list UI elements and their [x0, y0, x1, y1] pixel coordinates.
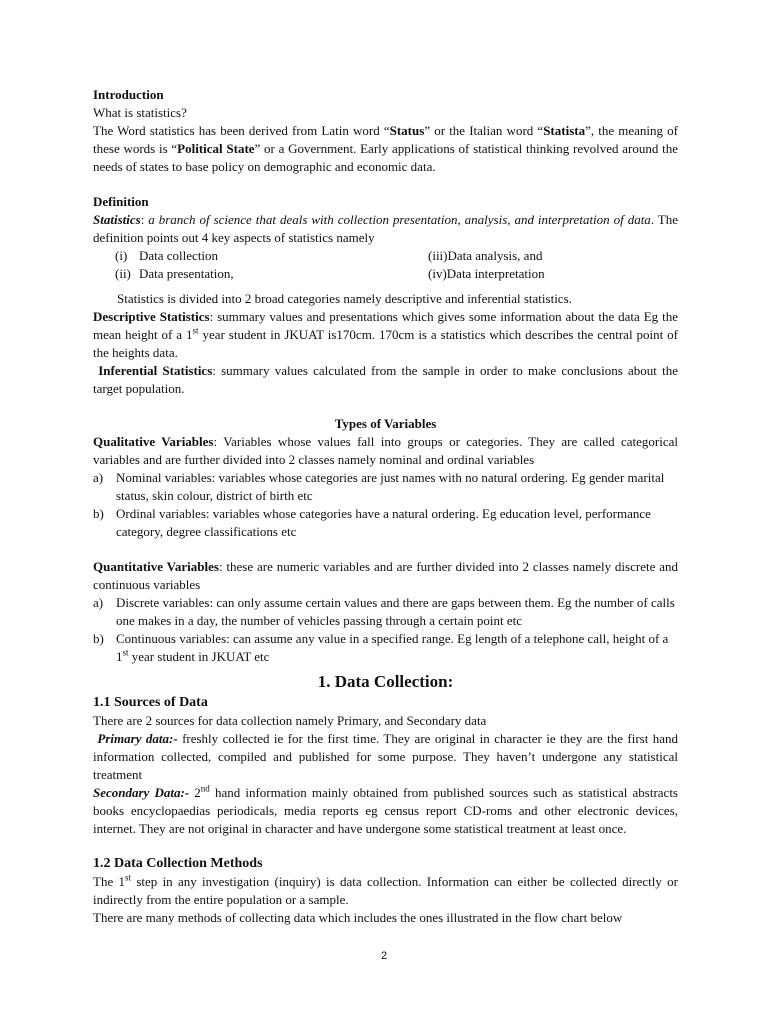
aspect-item: (iv)Data interpretation — [428, 266, 545, 281]
political-state-term: Political State — [177, 141, 255, 156]
intro-question: What is statistics? — [93, 105, 187, 120]
statista-term: Statista — [543, 123, 586, 138]
introduction-heading: Introduction — [93, 87, 164, 102]
inferential-statistics-paragraph: Inferential Statistics: summary values calculated from the sample in order to make conclusions about the target population. — [93, 363, 678, 396]
quantitative-paragraph: Quantitative Variables: these are numeric variables and are further divided into 2 classes namely discrete and continuous variables — [93, 559, 678, 592]
secondary-data-paragraph: Secondary Data:- 2nd hand information mainly obtained from published sources such as statistical abstracts books encyclopaedias periodicals, media reports eg census report CD-roms and other electronic devices, internet. They are not original in character and have undergone some statistical treatment at least once. — [93, 783, 678, 836]
types-of-variables-heading: Types of Variables — [334, 416, 437, 431]
definition-heading: Definition — [93, 194, 149, 209]
qualitative-paragraph: Qualitative Variables: Variables whose values fall into groups or categories. They are called categorical variables and are further divided into 2 classes namely nominal and ordinal variables — [93, 434, 678, 467]
sources-intro: There are 2 sources for data collection namely Primary, and Secondary data — [93, 713, 487, 728]
document-page — [93, 86, 678, 927]
statistics-term: Statistics — [93, 212, 141, 227]
list-item: a) Nominal variables: variables whose categories are just names with no natural ordering. Eg gender marital status, skin colour, district of birth etc — [93, 470, 665, 503]
list-item: a) Discrete variables: can only assume certain values and there are gaps between them. Eg the number of calls one makes in a day, the number of vehicles passing through a certain point etc — [93, 595, 675, 628]
methods-paragraph: The 1st step in any investigation (inquiry) is data collection. Information can either be collected directly or indirectly from the entire population or a sample. — [93, 872, 678, 907]
primary-data-paragraph: Primary data:- freshly collected ie for the first time. They are original in character ie they are the first hand information collected, compiled and published for some purpose. They haven’t undergone any statistical treatment — [93, 731, 678, 782]
categories-intro: Statistics is divided into 2 broad categories namely descriptive and inferential statistics. — [117, 291, 572, 306]
aspect-item: (i) Data collection — [115, 248, 219, 263]
list-item: b) Ordinal variables: variables whose categories have a natural ordering. Eg education level, performance category, degree classifications etc — [93, 506, 651, 539]
aspect-item: (ii) Data presentation, — [115, 266, 234, 281]
page-number: 2 — [380, 950, 388, 962]
quantitative-list — [93, 594, 678, 666]
key-aspects-list — [115, 247, 678, 283]
sources-of-data-heading: 1.1 Sources of Data — [93, 695, 208, 710]
definition-text: a branch of science that deals with collection presentation, analysis, and interpretation of data — [148, 212, 651, 227]
qualitative-list — [93, 469, 678, 541]
descriptive-statistics-paragraph: Descriptive Statistics: summary values and presentations which gives some information about the data Eg the mean height of a 1st year student in JKUAT is170cm. 170cm is a statistics which describes the central point of the heights data. — [93, 309, 678, 360]
intro-paragraph: The Word statistics has been derived from Latin word “Status” or the Italian word “Statista”, the meaning of these words is “Political State” or a Government. Early applications of statistical thinking revolved around the needs of states to base policy on demographic and economic data. — [93, 123, 678, 174]
definition-paragraph: Statistics: a branch of science that deals with collection presentation, analysis, and interpretation of data. The definition points out 4 key aspects of statistics namely — [93, 212, 678, 245]
aspect-item: (iii)Data analysis, and — [428, 248, 543, 263]
methods-flowchart-intro: There are many methods of collecting data which includes the ones illustrated in the flow chart below — [93, 910, 623, 925]
status-term: Status — [389, 123, 425, 138]
data-collection-methods-heading: 1.2 Data Collection Methods — [93, 856, 263, 871]
list-item: b) Continuous variables: can assume any value in a specified range. Eg length of a telephone call, height of a 1st year student in JKUAT etc — [93, 631, 669, 664]
data-collection-title: 1. Data Collection: — [317, 672, 454, 691]
